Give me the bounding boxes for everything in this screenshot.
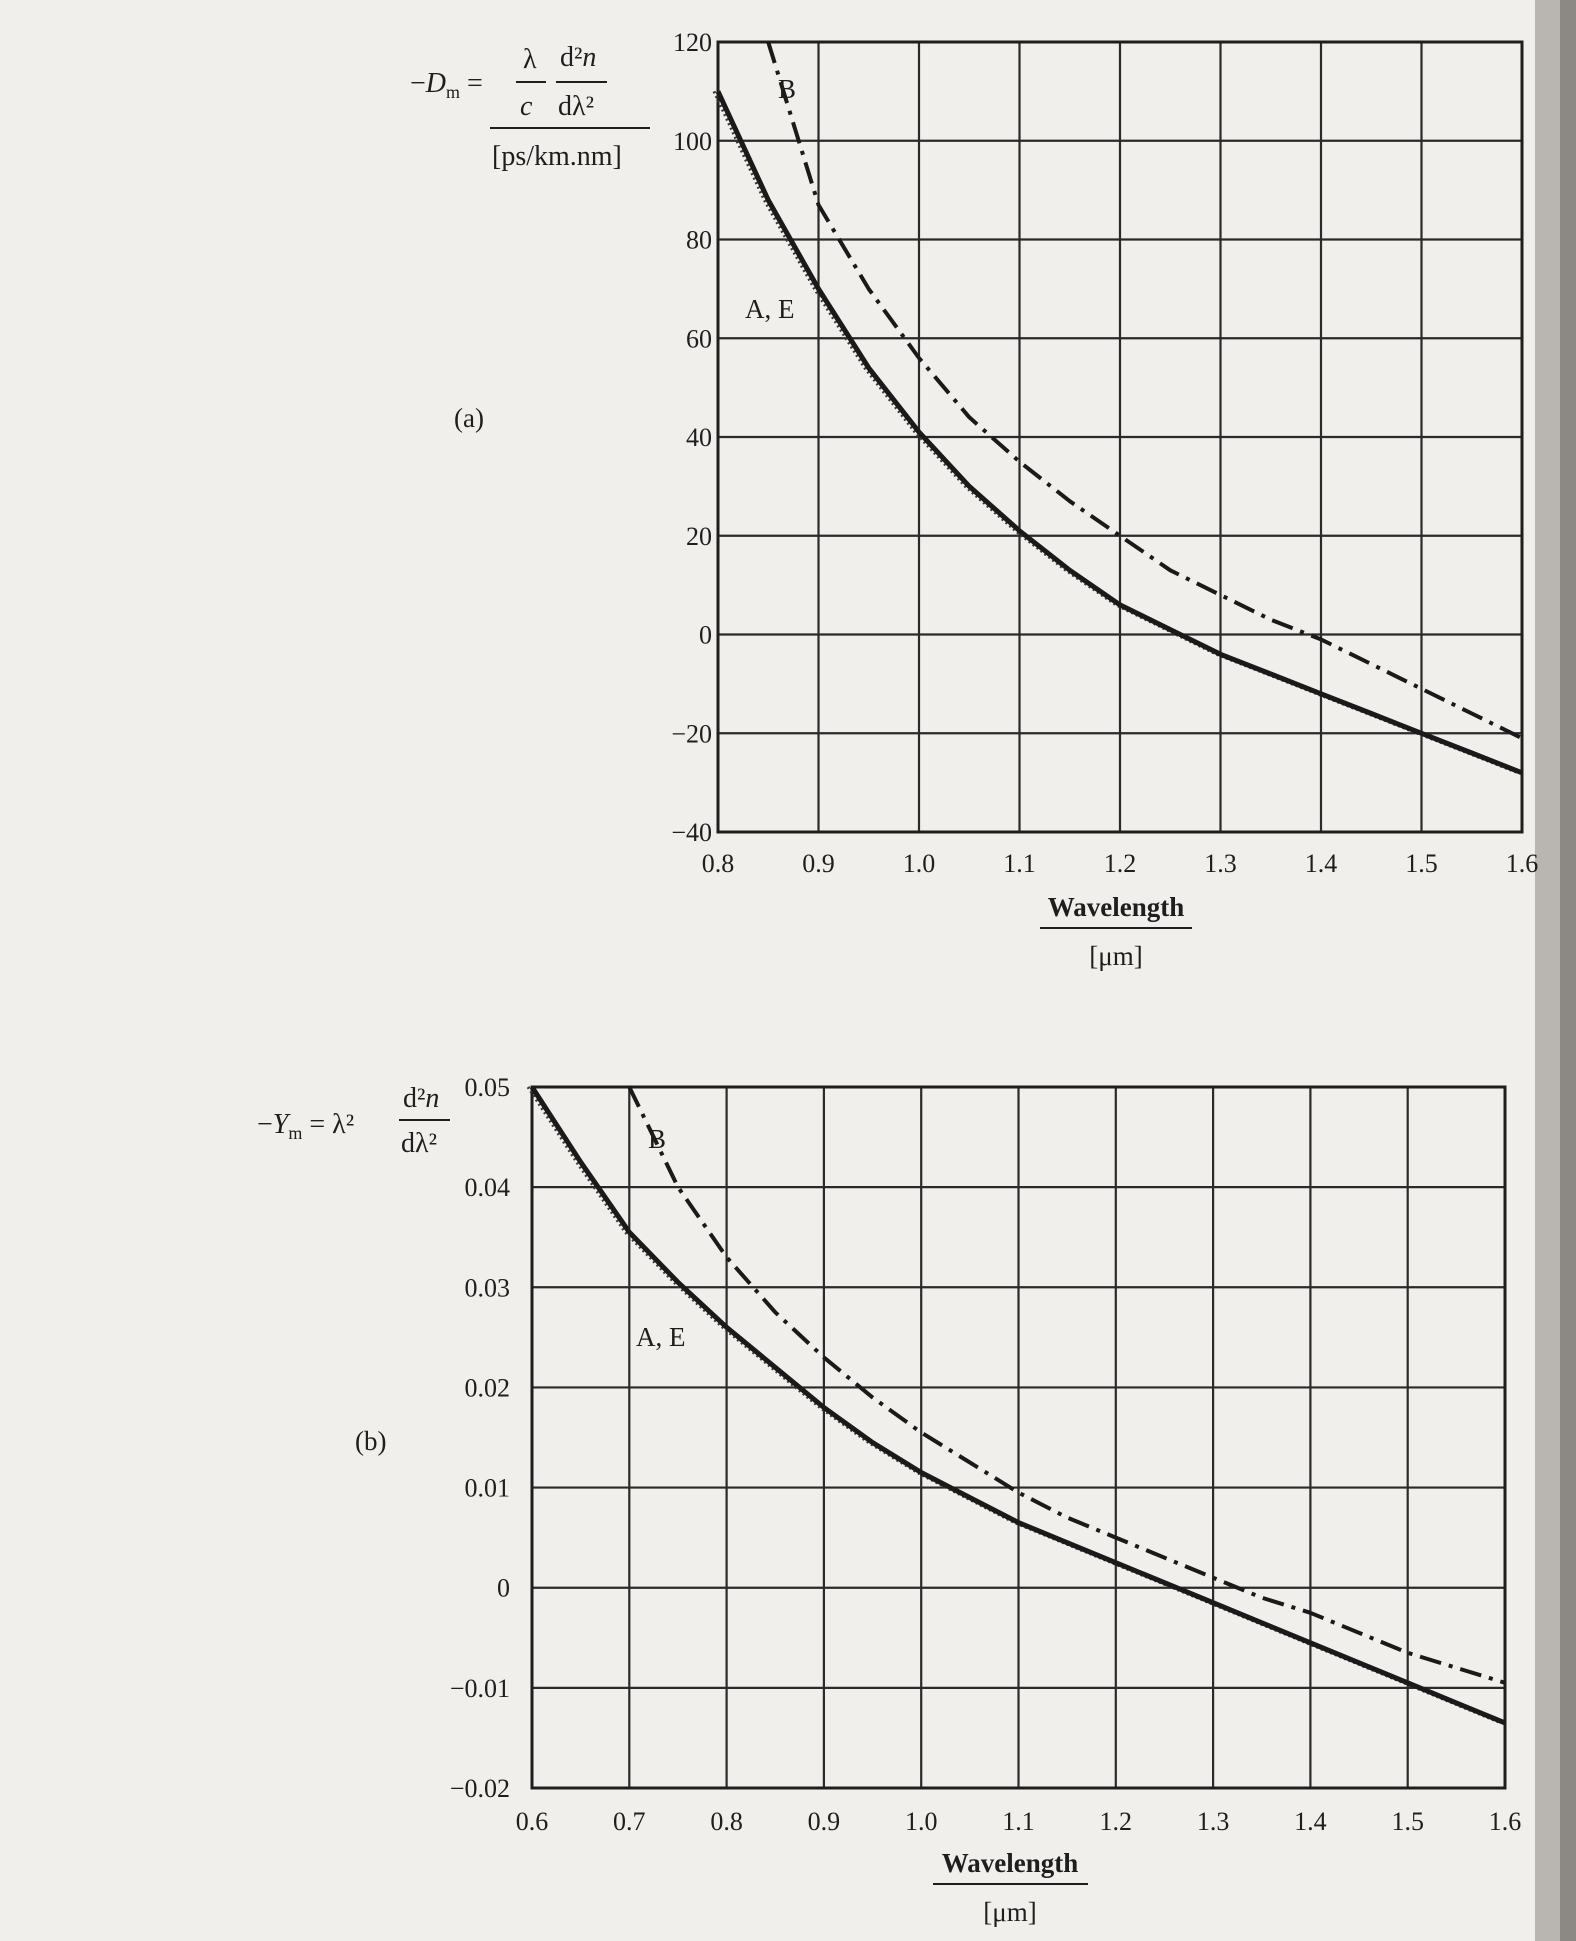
- panel-b-ylabel-d2n: d²n: [403, 1083, 440, 1114]
- panel-a-label: (a): [454, 403, 484, 433]
- panel-a-x-tick-label: 1.5: [1405, 849, 1438, 878]
- panel-a-x-tick-label: 1.2: [1103, 849, 1137, 878]
- panel-b-x-tick-label: 1.6: [1488, 1807, 1522, 1836]
- panel-b-y-tick-label: 0.01: [464, 1473, 510, 1503]
- panel-b-x-tick-label: 0.8: [710, 1807, 743, 1836]
- panel-b-x-tick-label: 1.2: [1099, 1807, 1133, 1836]
- panel-a-y-tick-label: 60: [686, 324, 712, 354]
- panel-a-ylabel-dl2: dλ²: [558, 91, 594, 122]
- panel-a-x-units: [μm]: [1089, 941, 1143, 971]
- panel-b-x-units: [μm]: [983, 1897, 1037, 1927]
- panel-a-x-tick-label: 0.9: [802, 849, 835, 878]
- panel-a-x-tick-label: 1.6: [1505, 849, 1539, 878]
- panel-a-y-tick-label: 0: [699, 620, 712, 650]
- panel-a-y-tick-label: 20: [686, 521, 712, 551]
- page-edge-dark: [1560, 0, 1576, 1941]
- panel-b-y-tick-label: 0: [497, 1573, 510, 1603]
- panel-a-x-tick-label: 0.8: [701, 849, 735, 878]
- panel-b-ylabel-dl2: dλ²: [401, 1128, 437, 1159]
- panel-a-y-tick-label: −40: [671, 818, 712, 847]
- panel-a-curve-label-b: B: [778, 74, 797, 104]
- panel-b-y-tick-label: 0.04: [464, 1173, 510, 1203]
- panel-b-curve-label-b: B: [648, 1124, 667, 1154]
- panel-a-x-tick-label: 1.0: [902, 849, 936, 878]
- panel-b-plot: [450, 1073, 1521, 1836]
- panel-a-ylabel-d2n: d²n: [560, 42, 597, 73]
- panel-a-ylabel-lambda: λ: [523, 44, 537, 75]
- panel-b-x-tick-label: 1.1: [1002, 1807, 1035, 1836]
- panel-a-y-tick-label: −20: [671, 719, 712, 749]
- panel-a-x-axis-title: Wavelength: [1047, 892, 1185, 922]
- panel-b-series-b-line: [629, 1087, 1505, 1683]
- panel-a-plot: [671, 28, 1538, 878]
- panel-a-y-axis-title: [410, 42, 650, 172]
- panel-a-ylabel-lhs: $-D_m$ =: [410, 68, 483, 102]
- panel-a-y-tick-label: 80: [686, 225, 712, 255]
- panel-a-x-tick-label: 1.3: [1204, 849, 1237, 878]
- panel-b-ylabel-lhs: $-Y_m = \lambda^2$: [257, 1109, 355, 1143]
- panel-b-x-axis-title: Wavelength: [941, 1848, 1079, 1878]
- panel-b-y-tick-label: −0.02: [449, 1774, 510, 1803]
- panel-a-y-tick-label: 40: [686, 423, 712, 452]
- panel-b-y-tick-label: 0.02: [464, 1373, 510, 1403]
- panel-b-y-tick-label: −0.01: [449, 1673, 510, 1703]
- panel-b-x-tick-label: 0.6: [515, 1807, 549, 1836]
- panel-b-x-tick-label: 0.7: [613, 1807, 646, 1836]
- panel-b-y-axis-title: [257, 1083, 450, 1159]
- panel-a-ylabel-c: c: [520, 91, 533, 122]
- panel-a-y-tick-label: 120: [673, 28, 712, 57]
- panel-a-x-tick-label: 1.4: [1304, 849, 1338, 878]
- panel-a-y-tick-label: 100: [673, 126, 712, 156]
- panel-b-x-tick-label: 1.3: [1196, 1807, 1230, 1836]
- panel-b-label: (b): [355, 1426, 387, 1456]
- panel-b-curve-label-ae: A, E: [636, 1322, 686, 1352]
- panel-b-y-tick-label: 0.05: [464, 1073, 510, 1102]
- panel-b: [257, 1073, 1521, 1927]
- panel-a-x-tick-label: 1.1: [1003, 849, 1036, 878]
- panel-a-series-e-dotted-line: [714, 91, 1518, 772]
- panel-b-x-tick-label: 1.0: [904, 1807, 938, 1836]
- panel-b-x-tick-label: 1.4: [1294, 1807, 1327, 1836]
- panel-b-y-tick-label: 0.03: [464, 1273, 510, 1303]
- panel-a: [410, 28, 1538, 971]
- panel-b-x-tick-label: 0.9: [807, 1807, 841, 1836]
- panel-b-x-tick-label: 1.5: [1391, 1807, 1424, 1836]
- panel-a-y-units: [ps/km.nm]: [492, 141, 622, 172]
- panel-a-curve-label-ae: A, E: [745, 294, 795, 324]
